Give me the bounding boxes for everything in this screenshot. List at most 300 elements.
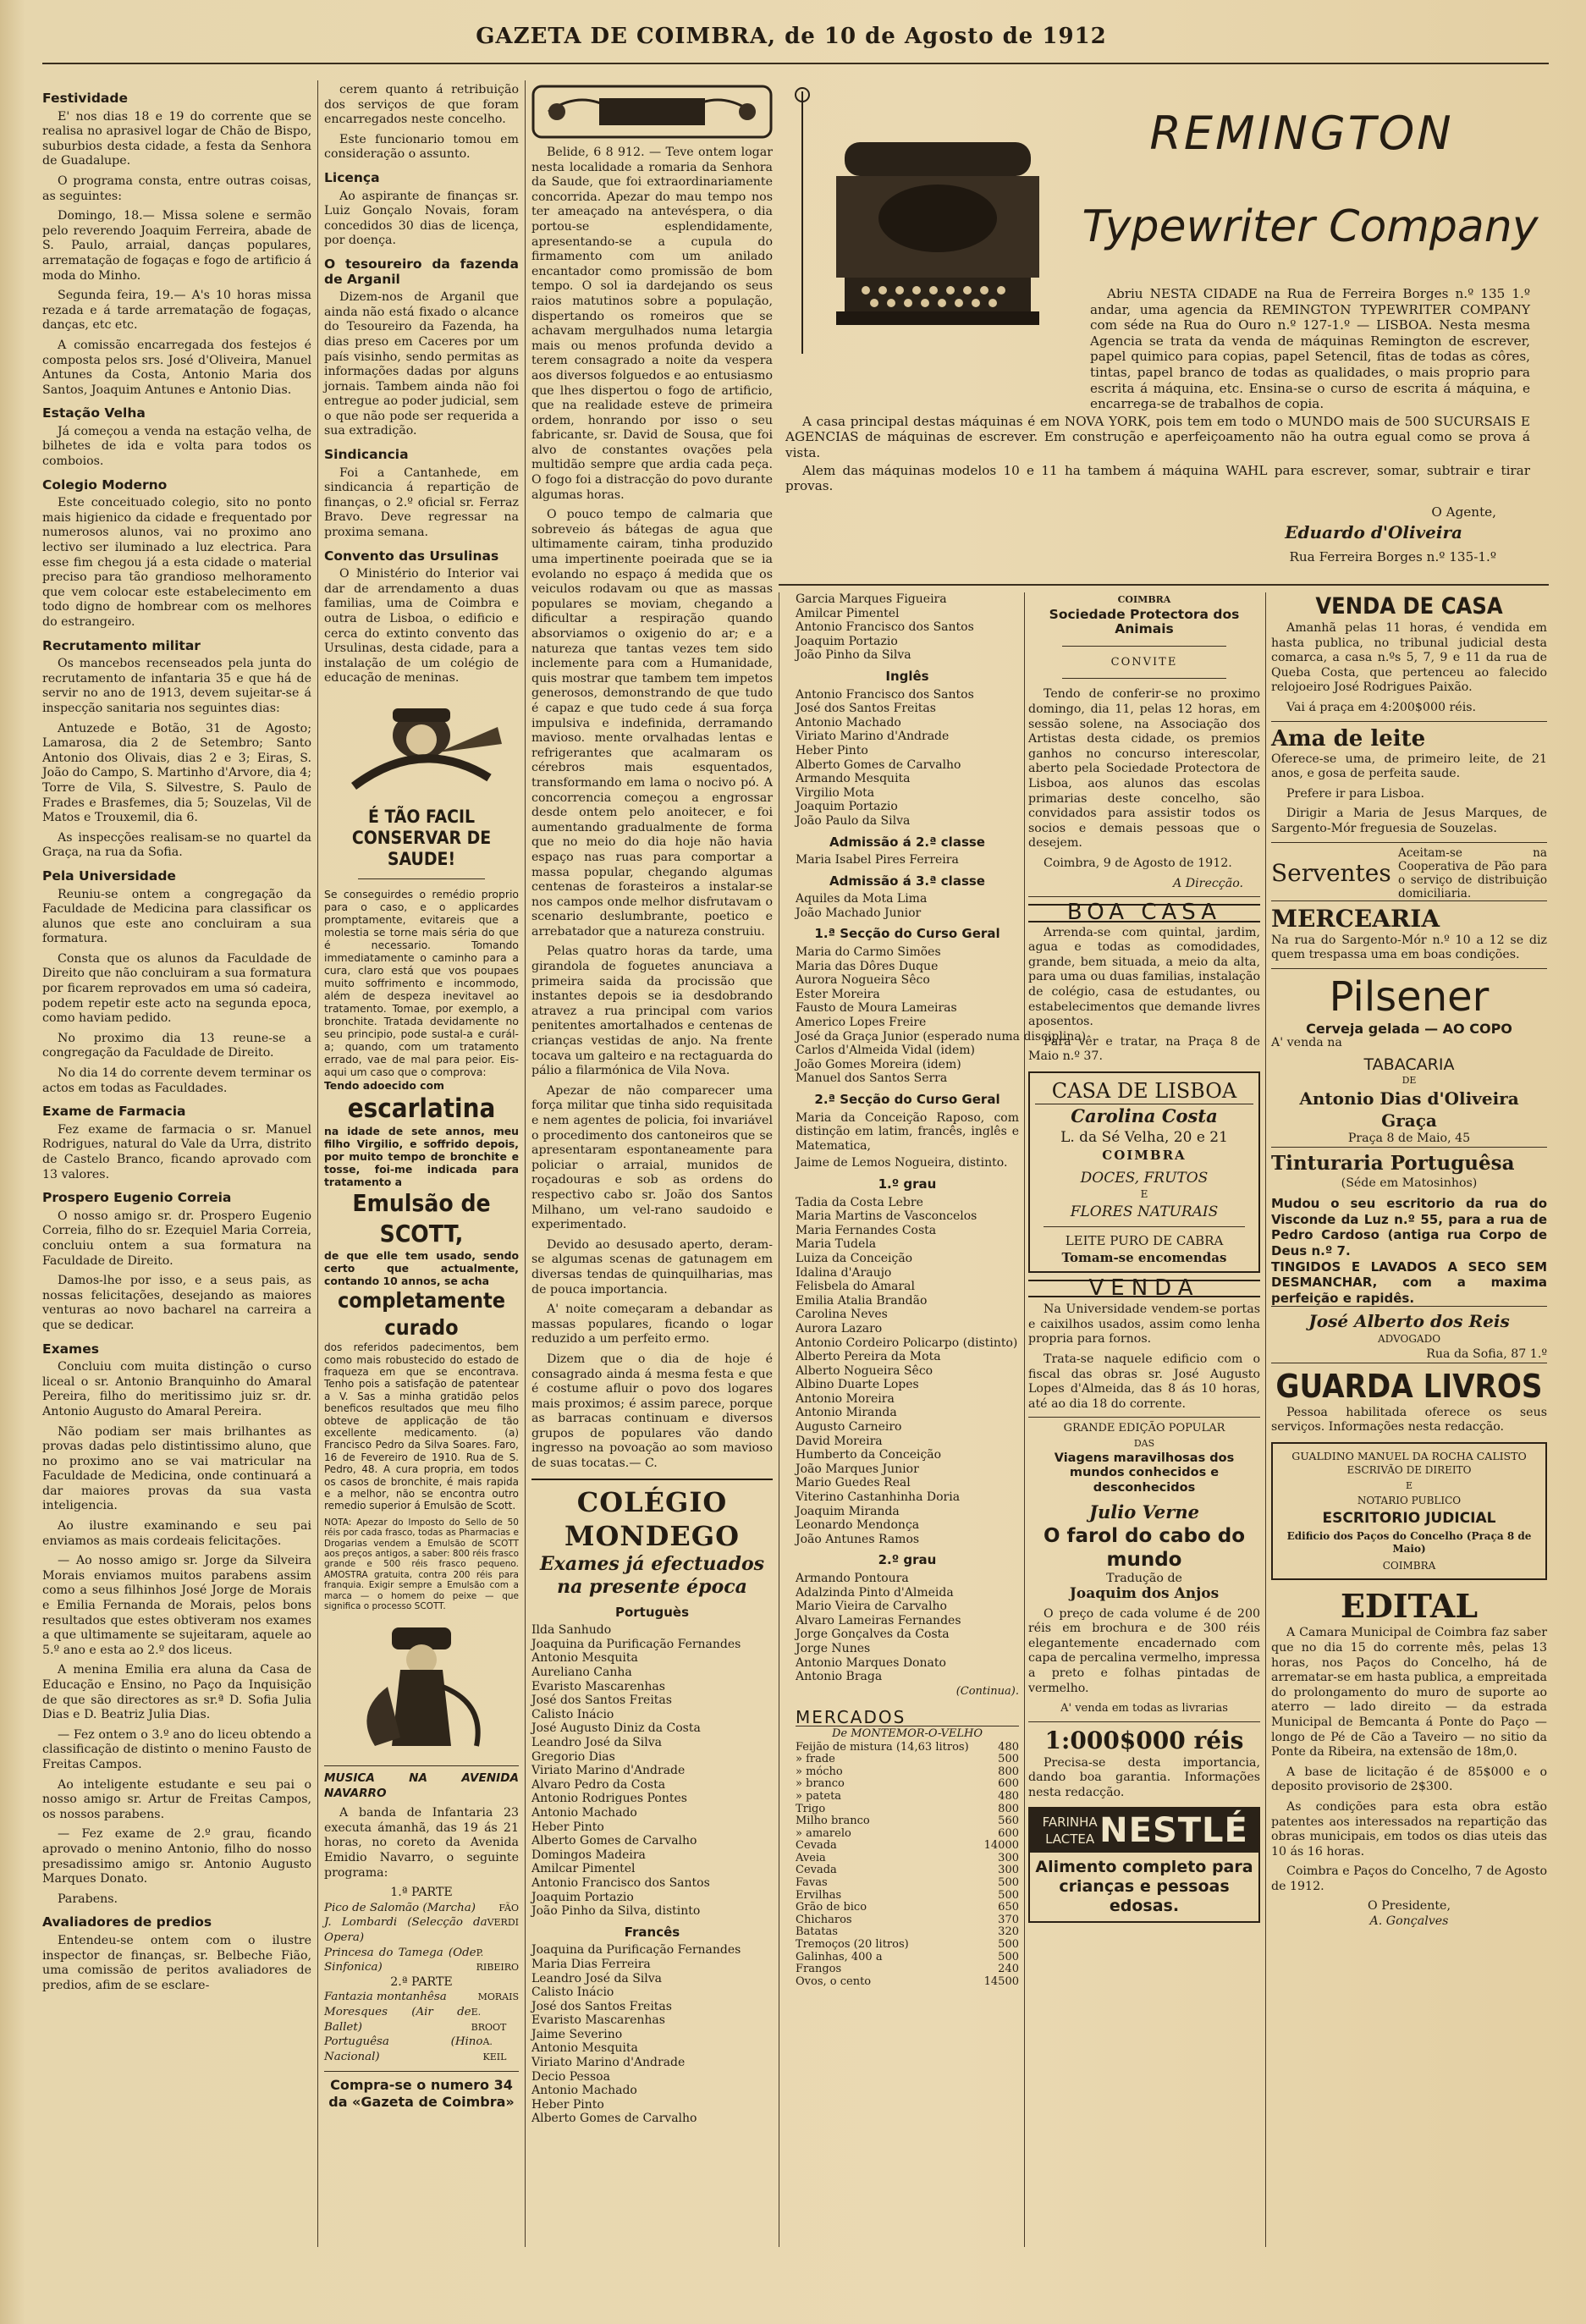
scott-illustration xyxy=(324,693,519,800)
paragraph: — Ao nosso amigo sr. Jorge da Silveira Morais enviamos muitos parabens assim como a seus filhinhos José Jorge de Morais e Emilia Fernanda de Morais, pelos bons resultados que estes obtiveram nos exames a que ultimamente se sujeitaram, aquele ao 5.º ano e esta ao 2.º dos liceus. xyxy=(42,1554,311,1657)
list-item: Mario Guedes Real xyxy=(796,1476,911,1490)
list-item: Antonio Rodrigues Pontes xyxy=(531,1792,687,1806)
casa-lisboa-and: E xyxy=(1140,1188,1148,1201)
mercados-item: Aveia xyxy=(796,1851,826,1864)
mondego-sec-geral-2: 2.ª Secção do Curso Geral xyxy=(814,1092,1000,1107)
mercados-row xyxy=(796,1742,1019,1754)
loan-text: Precisa-se desta importancia, dando boa garantia. Informações nesta redacção. xyxy=(1028,1755,1260,1799)
music-part-1-list xyxy=(324,1901,519,1975)
music-composer: P. RIBEIRO xyxy=(476,1947,519,1974)
paragraph: Já começou a venda na estação velha, de bilhetes de ida e volta para todos os comboios. xyxy=(42,424,311,469)
scott-subhead: Tendo adoecido com xyxy=(324,1078,444,1092)
tinturaria-services: TINGIDOS E LAVADOS A SECO SEM DESMANCHAR, com a maxima perfeição e rapidês. xyxy=(1271,1258,1547,1306)
column-rule-5 xyxy=(1265,592,1266,2247)
pilsener-title: Pilsener xyxy=(1329,972,1490,1021)
list-item: Maria Fernandes Costa xyxy=(796,1223,937,1237)
mercados-price: 500 xyxy=(998,1938,1019,1952)
mercados-item: Favas xyxy=(796,1876,828,1890)
mondego-continua: (Continua). xyxy=(955,1684,1019,1698)
paragraph: O nosso amigo sr. dr. Prospero Eugenio Correia, filho do sr. Ezequiel Maria Correia, concluiu ontem a sua formatura na Faculdade de Direito. xyxy=(42,1209,311,1268)
ama-preference: Prefere ir para Lisboa. xyxy=(1286,786,1425,801)
scott-text-2: na idade de sete annos, meu filho Virgilio, e soffrido depois, por muito tempo de bronchite e tosse, foi-me indicada para tratamento a xyxy=(324,1125,519,1189)
column-2 xyxy=(324,83,519,2250)
list-item: Viriato Marino d'Andrade xyxy=(531,2056,686,2070)
column-rule-4 xyxy=(1024,592,1025,2247)
calisto-escritorio: ESCRITORIO JUDICIAL xyxy=(1322,1510,1496,1528)
paragraph: Este funcionario tomou em consideração o assunto. xyxy=(324,132,519,162)
mondego-sec-admissao-2: Admissão á 2.ª classe xyxy=(829,834,985,850)
list-item: Evaristo Mascarenhas xyxy=(531,2013,665,2028)
paragraph: Dizem-nos de Arganil que ainda não está fixado o alcance do Tesoureiro da Fazenda, ha dias preso em Caceres por um país visinho, sendo permitas as informações dadas por alguns jornais. Tambem ainda não foi entregue ao poder judicial, sem o que não pode ser requerida a sua extradição. xyxy=(324,290,519,438)
list-item: Ilda Sanhudo xyxy=(531,1623,612,1638)
mercados-row xyxy=(796,1815,1019,1828)
list-item: Alvaro Pedro da Costa xyxy=(531,1777,666,1792)
mercados-row xyxy=(796,1914,1019,1927)
colegio-mondego xyxy=(531,1479,773,2126)
mondego-title: COLÉGIO MONDEGO xyxy=(564,1485,740,1552)
tabacaria-address: Praça 8 de Maio, 45 xyxy=(1347,1132,1471,1146)
paragraph: Apezar de não comparecer uma força militar que tinha sido requisitada e nem agentes de policia, foi invariável o procedimento dos cantoneiros que se apresentaram espontaneamente para policiar o arraial, munidos de roçadouras e sob as ordens do respectivo cabo sr. João dos Santos Milhano, um vel-rano saudoido e experimentado. xyxy=(531,1083,773,1232)
list-item: Calisto Inácio xyxy=(531,1707,614,1721)
list-item: Leandro José da Silva xyxy=(531,1736,662,1749)
verne-das: DAS xyxy=(1133,1437,1155,1449)
mercados-item: Milho branco xyxy=(796,1815,870,1828)
julio-verne-ad xyxy=(1028,1417,1260,1715)
list-item: João Gomes Moreira (idem) xyxy=(796,1057,961,1071)
pilsener-sold-at: A' venda na xyxy=(1271,1036,1342,1050)
remington-subtitle: Typewriter Company xyxy=(1082,201,1539,252)
list-item: Armando Mesquita xyxy=(796,772,911,786)
nestle-farinha: FARINHA LACTEA xyxy=(1042,1815,1098,1848)
list-item: Americo Lopes Freire xyxy=(796,1016,927,1030)
list-item: Joaquim Miranda xyxy=(796,1504,900,1518)
mercados-price: 240 xyxy=(998,1963,1019,1976)
section-heading: Festividade xyxy=(42,91,128,106)
column-6 xyxy=(1271,592,1547,2251)
paragraph: O pouco tempo de calmaria que sobreveio ás bátegas de agua que ultimamente cairam, tinha produzido uma impertinente poeirada que se ia evolando no espaço á medida que os veiculos rodavam ou que as massas populares se moviam, chegando a dificultar a respiração quando absorviamos o oxigenio do ar; e a natureza que tantas vezes tem sido inclemente para com a Humanidade, quis mostrar que tambem tem impetos generosos, demonstrando de que tudo é capaz e que tudo cede á sua força impulsiva e indefinida, derramando mavioso. mente orvalhadas lentas e refrigerantes que acalmaram os cérebros mais esquentados, transformando em lama o nocivo pó. A concorrencia começou a engrossar desde ontem pelo anoitecer, e foi aumentando gradualmente de forma que no meio do dia hoje não havia espaço nas ruas para comportar a massa popular, chegando algumas centenas de forasteiros a instalar-se nos campos onde melhor disfrutavam o scenario deslumbrante, poetico e arrebatador que a natureza construiu. xyxy=(531,508,773,939)
mercados-row xyxy=(796,1840,1019,1853)
music-program xyxy=(324,1765,519,2111)
list-item: Amilcar Pimentel xyxy=(531,1862,636,1876)
list-item: Antonio Machado xyxy=(531,1805,637,1820)
nestle-brand: NESTLÉ xyxy=(1099,1810,1248,1850)
calisto-edificio: Edificio dos Paços do Concelho (Praça 8 de Maio) xyxy=(1286,1529,1532,1555)
paragraph: Este conceituado colegio, sito no ponto mais higienico da cidade e frequentado por numerosos alunos, vai no proximo ano lectivo ser iluminado a luz electrica. Para esse fim chegou já a esta cidade o material preciso para tão grandioso melhoramento que vem colocar este estabelecimento em todo digno de hombrear com os melhores do estrangeiro. xyxy=(42,496,311,629)
mercados-item: Grão de bico xyxy=(796,1901,867,1914)
mondego-portugues-list xyxy=(531,1623,773,1918)
mercados-row xyxy=(796,1778,1019,1791)
list-item: Joaquina da Purificação Fernandes xyxy=(531,1943,741,1958)
paragraph: Damos-lhe por isso, e a seus pais, as nossas felicitações, desejando as maiores venturas ao novo bacharel na carreira a que se dedicar. xyxy=(42,1274,311,1332)
list-item: Antonio Braga xyxy=(796,1670,883,1684)
edital-base: A base de licitação é de 85$000 e o deposito provisorio de 2$300. xyxy=(1271,1765,1547,1794)
mondego-sec-1-grau: 1.º grau xyxy=(878,1176,937,1192)
mercados-row xyxy=(796,1828,1019,1841)
scott-note: NOTA: Apezar do Imposto do Sello de 50 réis por cada frasco, todas as Pharmacias e Drogarias vendem a Emulsão de SCOTT aos preços antigos, a saber: 800 réis frasco grande e 500 réis frasco pequeno. AMOSTRA gratuita, contra 200 réis para franquia. Exigir sempre a Emulsão com a marca — o homem do peixe — que significa o processo SCOTT. xyxy=(324,1517,519,1612)
remington-address: Rua Ferreira Borges n.º 135-1.º xyxy=(1289,548,1496,564)
list-item: Aquiles da Mota Lima xyxy=(796,892,928,906)
ama-title: Ama de leite xyxy=(1271,725,1426,752)
tinturaria-ad xyxy=(1271,1147,1547,1307)
mercados-row xyxy=(796,1853,1019,1865)
paragraph: Reuniu-se ontem a congregação da Faculdade de Medicina para classificar os alunos que este ano concluiram a sua formatura. xyxy=(42,887,311,946)
mercados-price: 500 xyxy=(998,1950,1019,1963)
list-item: Jaime de Lemos Nogueira, distinto. xyxy=(796,1156,1008,1170)
mondego-admissao-3-list xyxy=(796,892,1019,920)
list-item: Humberto da Conceição xyxy=(796,1448,942,1462)
verne-availability: A' venda em todas as livrarias xyxy=(1060,1702,1228,1715)
mercados-row xyxy=(796,1804,1019,1816)
mondego-geral-1-list xyxy=(796,945,1087,1086)
venda-text: Na Universidade vendem-se portas e caixilhos usados, assim como lenha propria para fornos. xyxy=(1028,1302,1260,1346)
list-item: Evaristo Mascarenhas xyxy=(531,1679,665,1693)
boa-casa-ad xyxy=(1028,896,1260,1065)
casa-lisboa-city: COIMBRA xyxy=(1102,1148,1187,1164)
paragraph: — Fez exame de 2.º grau, ficando aprovado o menino Antonio, filho do nosso presadissimo amigo sr. Antonio Augusto Marques Donato. xyxy=(42,1827,311,1886)
paragraph: O programa consta, entre outras coisas, as seguintes: xyxy=(42,173,311,203)
mondego-sec-geral-1: 1.ª Secção do Curso Geral xyxy=(814,926,1000,942)
mercados-price: 14500 xyxy=(983,1974,1019,1988)
advogado-ad xyxy=(1271,1306,1547,1362)
list-item: Luiza da Conceição xyxy=(796,1251,913,1265)
list-item: Virgilio Mota xyxy=(796,785,875,800)
list-item: Antonio Marques Donato xyxy=(796,1655,946,1670)
mercados-price: 560 xyxy=(998,1815,1019,1828)
ama-de-leite-ad xyxy=(1271,721,1547,837)
paragraph: A comissão encarregada dos festejos é composta pelos srs. José d'Oliveira, Manuel Antunes da Costa, Antonio Maria dos Santos, Joaquim Antunes e Antonio Dias. xyxy=(42,338,311,397)
verne-edition: GRANDE EDIÇÃO POPULAR xyxy=(1063,1422,1225,1435)
music-piece: Princesa do Tamega (Ode Sinfonica) xyxy=(324,1946,476,1974)
list-item: Antonio Machado xyxy=(531,2084,637,2098)
advogado-address: Rua da Sofia, 87 1.º xyxy=(1426,1347,1547,1362)
list-item: Antonio Cordeiro Policarpo (distinto) xyxy=(796,1335,1018,1350)
tinturaria-title: Tinturaria Portuguêsa xyxy=(1271,1151,1515,1175)
remington-text-3: Alem das máquinas modelos 10 e 11 ha tambem á máquina WAHL para escrever, somar, subtrair e tirar provas. xyxy=(785,462,1530,494)
music-part-1: 1.ª PARTE xyxy=(390,1886,453,1900)
list-item: Fausto de Moura Lameiras xyxy=(796,1001,957,1016)
buy-issue-notice: Compra-se o numero 34 da «Gazeta de Coimbra» xyxy=(324,2071,519,2111)
pilsener-subtitle: Cerveja gelada — AO COPO xyxy=(1306,1020,1512,1037)
mercados-price: 14000 xyxy=(983,1839,1019,1853)
mercados-price: 650 xyxy=(998,1901,1019,1914)
section-heading: Recrutamento militar xyxy=(42,637,201,653)
mercados-row xyxy=(796,1976,1019,1989)
mercados-item: Trigo xyxy=(796,1802,826,1815)
list-item: João Pinho da Silva xyxy=(796,648,911,663)
scott-result: completamente curado xyxy=(338,1288,505,1341)
mercearia-title: MERCEARIA xyxy=(1271,904,1440,933)
music-composer: VERDI xyxy=(487,1917,519,1929)
list-item: Alberto Gomes de Carvalho xyxy=(796,757,961,772)
list-item: Viriato Marino d'Andrade xyxy=(796,730,950,744)
serventes-ad xyxy=(1271,842,1547,900)
edital xyxy=(1271,1587,1547,1929)
paragraph: Ao aspirante de finanças sr. Luiz Gonçalo Novais, foram concedidos 30 dias de licença, por doença. xyxy=(324,189,519,248)
boa-casa-title: BOA CASA xyxy=(1028,904,1260,922)
list-item: Joaquim Portazio xyxy=(796,634,898,648)
casa-lisboa-address: L. da Sé Velha, 20 e 21 xyxy=(1060,1129,1228,1147)
boa-casa-contact: Para vêr e tratar, na Praça 8 de Maio n.º 37. xyxy=(1028,1034,1260,1064)
list-item: David Moreira xyxy=(796,1434,883,1448)
loan-amount: 1:000$000 réis xyxy=(1044,1726,1244,1754)
ama-text: Oferece-se uma, de primeiro leite, de 21 anos, e gosa de perfeita saude. xyxy=(1271,752,1547,781)
section-heading: Exames xyxy=(42,1341,99,1357)
mondego-1-grau-list xyxy=(796,1196,1019,1547)
music-program-row xyxy=(324,1901,519,1916)
list-item: Domingos Madeira xyxy=(531,1848,646,1862)
fisherman-logo xyxy=(324,1619,519,1760)
paragraph: Devido ao desusado aperto, deram-se algumas scenas de gatunagem em diversas tendas de quinquilharias, mas de pouca importancia. xyxy=(531,1237,773,1297)
mercados-price: 320 xyxy=(998,1925,1019,1939)
list-item: Manuel dos Santos Serra xyxy=(796,1071,948,1086)
list-item: Antonio Miranda xyxy=(796,1406,897,1420)
list-item: Viriato Marino d'Andrade xyxy=(531,1764,686,1778)
scott-headline: É TÃO FACIL CONSERVAR DE SAUDE! xyxy=(351,806,492,869)
pilsener-ad xyxy=(1271,968,1547,1147)
nestle-slogan: Alimento completo para crianças e pessoas edosas. xyxy=(1035,1858,1253,1916)
calisto-notary-ad xyxy=(1271,1442,1547,1581)
list-item: João Paulo da Silva xyxy=(796,813,911,828)
scott-product: Emulsão de SCOTT, xyxy=(352,1189,491,1248)
paragraph: Domingo, 18.— Missa solene e sermão pelo reverendo Joaquim Ferreira, abade de S. Paulo, arraial, danças populares, arrematação de fogaças e fogo de artificio á moda do Minho. xyxy=(42,209,311,283)
verne-translation-label: Tradução de xyxy=(1106,1572,1182,1586)
list-item: José da Graça Junior (esperado numa disciplina) xyxy=(796,1029,1087,1044)
music-part-2: 2.ª PARTE xyxy=(390,1974,453,1989)
paragraph: Pelas quatro horas da tarde, uma girandola de foguetes anunciava a primeira saida da procissão que instantes depois se ia desdobrando atravez a rua principal com varios penitentes amortalhados e centenas de crianças vestidas de anjo. Na frente tocava um galteiro e na rectaguarda do pálio a filarmónica de Vila Nova. xyxy=(531,944,773,1078)
mercados-price: 600 xyxy=(998,1826,1019,1840)
scott-intro: Se conseguirdes o remédio proprio para o caso, e o applicardes promptamente, evitareis que a molestia se torne mais séria do que é necessario. Tomando immediatamente o caminho para a cura, claro está que vos poupaes muito soffrimento e incommodo, além de despeza inevitavel ao tratamento. Tomae, por exemplo, a bronchite. Tratada devidamente no seu principio, pode sustal-a e curál-a; quando, com um tratamento errado, vae de mal para peior. Eis-aqui um caso que o comprova: xyxy=(324,887,519,1078)
paragraph: Belide, 6 8 912. — Teve ontem logar nesta localidade a romaria da Senhora da Saude, que foi extraordinariamente concorrida. Apezar do mau tempo nos ter ameaçado na antevéspera, o dia portou-se esplendidamente, apresentando-se a cupula do firmamento com um anilado encantador como promissão de bom tempo. O sol ia dardejando os seus raios matutinos sobre a população, dispertando os romeiros que se achavam mergulhados numa letargia mais ou menos profunda devido a terem consagrado a noite da vespera aos diversos folguedos e ao entusiasmo que lhes dispertou o fogo de artificio, que na realidade esteve de primeira ordem, honrando por isso o seu fabricante, sr. David de Sousa, que foi alvo de constantes ovações pela multidão sempre que ardia cada peça. O fogo foi a distracção do povo durante algumas horas. xyxy=(531,146,773,502)
list-item: Maria Martins de Vasconcelos xyxy=(796,1209,977,1224)
mercados-item: Cevada xyxy=(796,1839,837,1853)
list-item: Leandro José da Silva xyxy=(531,1971,662,1985)
paragraph: No dia 14 do corrente devem terminar os actos em todas as Faculdades. xyxy=(42,1066,311,1095)
mondego-list-continued xyxy=(796,592,1019,663)
mondego-admissao-2-list xyxy=(796,853,1019,867)
tabacaria-owner: Antonio Dias d'Oliveira Graça xyxy=(1299,1088,1519,1132)
paragraph: E' nos dias 18 e 19 do corrente que se realisa no aprasivel logar de Chão de Bispo, suburbios desta cidade, a festa da Senhora de Guadalupe. xyxy=(42,109,311,168)
paragraph: — Fez ontem o 3.º ano do liceu obtendo a classificação de distinto o menino Fausto de Freitas Campos. xyxy=(42,1727,311,1771)
mercados-row xyxy=(796,1926,1019,1939)
venda-title: VENDA xyxy=(1028,1280,1260,1298)
remington-title: REMINGTON xyxy=(1149,107,1454,160)
venda-contact: Trata-se naquele edificio com o fiscal das obras sr. José Augusto Lopes d'Almeida, das 8 ás 10 horas, até ao dia 18 do corrente. xyxy=(1028,1352,1260,1411)
calisto-name: GUALDINO MANUEL DA ROCHA CALISTO xyxy=(1291,1449,1527,1462)
protectora-city: COIMBRA xyxy=(1117,594,1171,605)
mercados-price: 480 xyxy=(998,1740,1019,1754)
mercados-price: 800 xyxy=(998,1802,1019,1815)
mondego-2-grau-list xyxy=(796,1572,1019,1684)
mercados-price-table xyxy=(796,1742,1019,1989)
edital-text: A Camara Municipal de Coimbra faz saber que no dia 15 do corrente mês, pelas 13 horas, nos Paços do Concelho, há de arrematar-se em hasta publica, a empreitada do prolongamento do muro de suporte ao aterro — lado direito — da estrada Municipal de Bemcanta á Ponte do Paço — longo de Pé de Cão a Taveiro — no sitio da Ponte da Ribeira, na extensão de 18m,0. xyxy=(1271,1626,1547,1760)
venda-casa-text: Amanhã pelas 11 horas, é vendida em hasta publica, no tribunal judicial desta comarca, a casa n.ºs 5, 7, 9 e 11 da rua de Queba Costa, que pertenceu ao falecido relojoeiro José Rodrigues Paixão. xyxy=(1271,621,1547,695)
list-item: Leonardo Mendonça xyxy=(796,1518,920,1533)
list-item: Emilia Atalia Brandão xyxy=(796,1293,928,1308)
masthead: GAZETA DE COIMBRA, de 10 de Agosto de 1912 xyxy=(476,24,1107,49)
list-item: Alberto Gomes de Carvalho xyxy=(531,1834,697,1848)
mercados-item: » frade xyxy=(796,1753,835,1766)
edital-president-label: O Presidente, xyxy=(1368,1899,1451,1914)
list-item: Idalina d'Araujo xyxy=(796,1265,892,1280)
section-heading: Pela Universidade xyxy=(42,867,176,884)
mondego-geral-2-list xyxy=(796,1111,1019,1170)
section-heading: Licença xyxy=(324,169,380,185)
mercados-item: Chicharos xyxy=(796,1913,852,1926)
mercados-item: Feijão de mistura (14,63 litros) xyxy=(796,1740,969,1754)
loan-ad xyxy=(1028,1721,1260,1801)
paragraph: As inspecções realisam-se no quartel da Graça, na rua da Sofia. xyxy=(42,830,311,860)
mercados-item: Galinhas, 400 a xyxy=(796,1950,883,1963)
mercados-item: Ervilhas xyxy=(796,1888,842,1902)
list-item: Joaquim Portazio xyxy=(796,800,898,814)
mercados-price: 300 xyxy=(998,1864,1019,1877)
list-item: Jorge Gonçalves da Costa xyxy=(796,1627,950,1642)
mercados-row xyxy=(796,1877,1019,1890)
list-item: Augusto Carneiro xyxy=(796,1420,902,1435)
mondego-subtitle: Exames já efectuados na presente época xyxy=(539,1552,765,1598)
list-item: João Marques Junior xyxy=(796,1462,919,1476)
scott-disease: escarlatina xyxy=(347,1093,496,1125)
music-part-2-list xyxy=(324,1990,519,2064)
remington-advertisement xyxy=(785,83,1547,581)
list-item: Ester Moreira xyxy=(796,987,880,1001)
paragraph: Dizem que o dia de hoje é consagrado ainda á mesma festa e que é costume afluir o povo dos logares mais proximos; é assim parece, porque as barracas continuam e diversos grupos de populares vão dando ingresso na povoação ao som mavioso de suas tocatas.— C. xyxy=(531,1352,773,1471)
guarda-livros-title: GUARDA LIVROS xyxy=(1275,1367,1543,1405)
mercados-price: 370 xyxy=(998,1913,1019,1926)
mercados-item: » mócho xyxy=(796,1765,843,1778)
list-item: Heber Pinto xyxy=(531,2097,604,2112)
mondego-sec-ingles: Inglês xyxy=(885,668,929,684)
remington-text-2: A casa principal destas máquinas é em NOVA YORK, pois tem em todo o MUNDO mais de 500 SUCURSAIS E AGENCIAS de máquinas de escrever. Em construção e aperfeiçoamento não ha outra egual como se prova á vista. xyxy=(785,413,1530,460)
column-3 xyxy=(531,83,773,2250)
scott-testimonial: dos referidos padecimentos, bem como mais robustecido do estado de fraqueza em que se encontrava. Tenho pois a satisfação de patentear a V. Sas a minha gratidão pelos beneficos resultados que meu filho obteve de applicação de tão excellente medicamento. (a) Francisco Pedro da Silva Soares. Faro, 16 de Fevereiro de 1910. Rua de S. Pedro, 48. A cura propria, em todos os casos de bronchite, é mais rapida e a melhor, não se encontra outro remedio superior á Emulsão de Scott. xyxy=(324,1341,519,1512)
section-heading: O tesoureiro da fazenda de Arganil xyxy=(324,256,519,287)
column-5 xyxy=(1028,592,1260,2251)
music-title: MUSICA NA AVENIDA NAVARRO xyxy=(324,1771,519,1800)
list-item: José dos Santos Freitas xyxy=(531,1999,672,2013)
mercados-item: » amarelo xyxy=(796,1826,851,1840)
paragraph: cerem quanto á retribuição dos serviços de que foram encarregados neste concelho. xyxy=(324,83,519,127)
paragraph: O Ministério do Interior vai dar de arrendamento a duas familias, uma de Coimbra e outra de Lisboa, o edificio e cerca do extinto convento das Ursulinas, desta cidade, para a instalação de um colégio de educação de meninas. xyxy=(324,567,519,686)
mercearia-text: Na rua do Sargento-Mór n.º 10 a 12 se diz quem trespassa uma em boas condições. xyxy=(1271,933,1547,962)
paragraph: Concluiu com muita distinção o curso liceal o sr. Antonio Branquinho do Amaral Pereira, filho do meritissimo juiz sr. dr. Antonio Augusto do Amaral Pereira. xyxy=(42,1360,311,1418)
verne-series: Viagens maravilhosas dos mundos conhecidos e desconhecidos xyxy=(1054,1451,1235,1495)
list-item: João Pinho da Silva, distinto xyxy=(531,1904,701,1919)
mondego-sec-admissao-3: Admissão á 3.ª classe xyxy=(829,873,985,889)
section-heading: Estação Velha xyxy=(42,405,146,421)
mercados xyxy=(796,1707,1019,1988)
calisto-city: COIMBRA xyxy=(1382,1559,1436,1572)
mercados-item: Batatas xyxy=(796,1925,838,1939)
mercados-item: Tremoços (20 litros) xyxy=(796,1938,909,1952)
edital-conditions: As condições para esta obra estão patentes aos interessados na repartição das obras municipais, em todos os dias uteis das 10 ás 16 horas. xyxy=(1271,1799,1547,1859)
section-heading: Exame de Farmacia xyxy=(42,1104,186,1120)
mercados-row xyxy=(796,1952,1019,1964)
advogado-name: José Alberto dos Reis xyxy=(1308,1311,1510,1332)
mondego-ingles-list xyxy=(796,688,1019,829)
protectora-title: Sociedade Protectora dos Animais xyxy=(1049,606,1240,637)
list-item: José dos Santos Freitas xyxy=(531,1693,672,1708)
list-item: Felisbela do Amaral xyxy=(796,1280,915,1294)
venda-casa-price: Vai á praça em 4:200$000 réis. xyxy=(1286,700,1477,714)
paragraph: Ao inteligente estudante e seu pai o nosso amigo sr. Artur de Freitas Campos, os nossos parabens. xyxy=(42,1777,311,1821)
list-item: Garcia Marques Figueira xyxy=(796,592,947,606)
music-program-row xyxy=(324,2005,519,2035)
venda-ad xyxy=(1028,1275,1260,1413)
mercados-row xyxy=(796,1766,1019,1779)
venda-casa-title: VENDA DE CASA xyxy=(1315,593,1503,620)
mercados-price: 300 xyxy=(998,1851,1019,1864)
list-item: Maria do Carmo Simões xyxy=(796,945,941,960)
mercados-row xyxy=(796,1791,1019,1804)
protectora-convite: CONVITE xyxy=(1110,655,1178,669)
tinturaria-seat: (Séde em Matosinhos) xyxy=(1341,1176,1478,1190)
list-item: Aureliano Canha xyxy=(531,1666,632,1680)
list-item: Amilcar Pimentel xyxy=(796,606,900,620)
mercados-price: 500 xyxy=(998,1876,1019,1890)
music-piece: Moresques (Air de Ballet) xyxy=(324,2006,471,2034)
edital-sign: A. Gonçalves xyxy=(1369,1914,1449,1929)
mercados-item: Frangos xyxy=(796,1963,842,1976)
music-piece: Pico de Salomão (Marcha) xyxy=(324,1901,476,1914)
list-item: Antonio Francisco dos Santos xyxy=(796,687,974,702)
list-item: Maria das Dôres Duque xyxy=(796,959,939,973)
protectora-sign: A Direcção. xyxy=(1173,876,1243,890)
list-item: Mario Vieira de Carvalho xyxy=(796,1600,947,1614)
calisto-notario: NOTARIO PUBLICO xyxy=(1357,1494,1462,1506)
paragraph: Os mancebos recenseados pela junta do recrutamento de infantaria 35 e que há de servir no ano de 1913, devem sujeitar-se á inspecção sanitaria nos seguintes dias: xyxy=(42,657,311,715)
column-1-news xyxy=(42,83,311,2250)
mondego-sec-portugues: Portuguès xyxy=(614,1604,690,1620)
music-piece: Portuguêsa (Hino Nacional) xyxy=(324,2035,483,2063)
section-heading: Prospero Eugenio Correia xyxy=(42,1190,232,1206)
list-item: Tadia da Costa Lebre xyxy=(796,1195,923,1209)
mercados-item: » pateta xyxy=(796,1789,842,1803)
list-item: José dos Santos Freitas xyxy=(796,702,936,716)
list-item: Maria Isabel Pires Ferreira xyxy=(796,853,959,867)
mercados-price: 480 xyxy=(998,1789,1019,1803)
list-item: José Augusto Diniz da Costa xyxy=(531,1721,701,1736)
casa-de-lisboa-ad xyxy=(1028,1071,1260,1273)
casa-lisboa-leite: LEITE PURO DE CABRA xyxy=(1065,1232,1224,1248)
list-item: Maria Tudela xyxy=(796,1237,877,1252)
casa-lisboa-encomendas: Tomam-se encomendas xyxy=(1061,1249,1227,1265)
edital-title: EDITAL xyxy=(1340,1587,1479,1626)
casa-lisboa-doces: DOCES, FRUTOS xyxy=(1080,1170,1209,1187)
paragraph: Entendeu-se ontem com o ilustre inspector de finanças, sr. Belbeche Fião, uma comissão de peritos avaliadores de predios, afim de se esclare- xyxy=(42,1933,311,1992)
venda-de-casa-ad xyxy=(1271,592,1547,716)
section-heading: Avaliadores de predios xyxy=(42,1914,212,1930)
list-item: Joaquina da Purificação Fernandes xyxy=(531,1637,741,1651)
paragraph: No proximo dia 13 reune-se a congregação da Faculdade de Direito. xyxy=(42,1031,311,1060)
list-item: Alvaro Lameiras Fernandes xyxy=(796,1613,961,1627)
music-program-row xyxy=(324,1946,519,1975)
verne-author: Julio Verne xyxy=(1089,1501,1199,1523)
mondego-sec-frances: Francês xyxy=(624,1924,680,1940)
music-program-row xyxy=(324,2035,519,2064)
mercearia-ad xyxy=(1271,900,1547,963)
list-item: Alberto Nogueira Sêco xyxy=(796,1363,933,1378)
verne-book-title: O farol do cabo do mundo xyxy=(1043,1525,1246,1572)
remington-text-1: Abriu NESTA CIDADE na Rua de Ferreira Borges n.º 135 1.º andar, uma agencia da REMINGTON TYPEWRITER COMPANY com séde na Rua do Ouro n.º 127-1.º — LISBOA. Nesta mesma Agencia se trata da venda de máquinas Remington de escrever, papel quimico para copias, papel Setencil, fitas de todas as côres, tintas, papel branco de todas as qualidades, o mais proprio para escrita á máquina, etc. Ensina-se o curso de escrita á máquina, e encarrega-se de trabalhos de copia. xyxy=(1090,286,1530,412)
list-item: Aurora Nogueira Sêco xyxy=(796,973,930,988)
list-item: Maria Dias Ferreira xyxy=(531,1957,651,1971)
masthead-rule xyxy=(42,63,1549,64)
scott-advertisement xyxy=(324,693,519,1759)
list-item: Maria da Conceição Raposo, com distinção em latim, francês, inglês e Matematica, xyxy=(796,1110,1019,1153)
paragraph: Ao ilustre examinando e seu pai enviamos as mais cordeais felicitações. xyxy=(42,1519,311,1548)
sociedade-protectora-notice xyxy=(1028,592,1260,891)
